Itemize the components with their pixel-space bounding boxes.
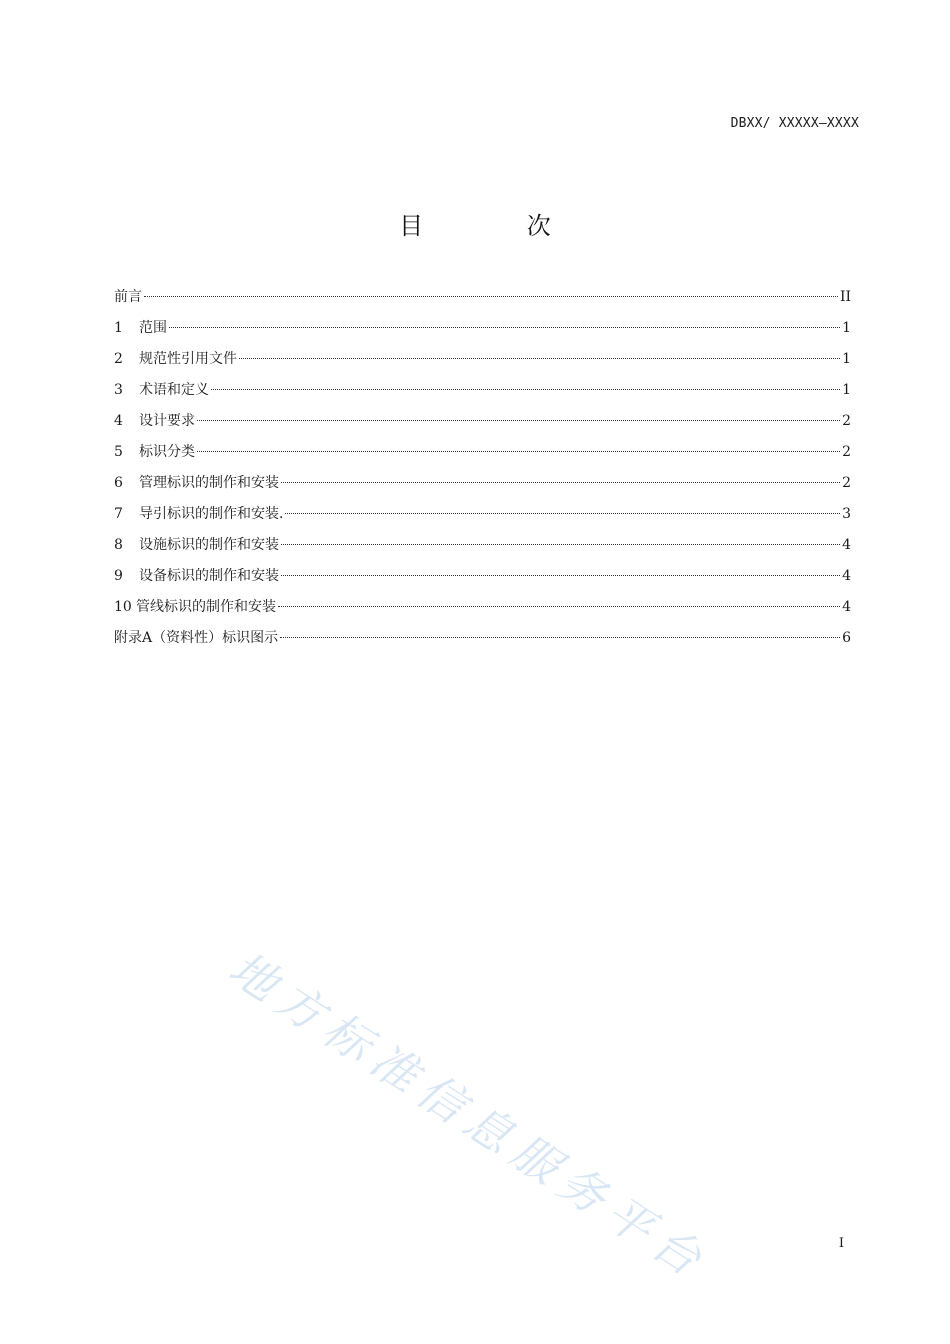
table-of-contents [114, 286, 851, 658]
toc-entry-text: 附录A（资料性）标识图示 [114, 630, 279, 646]
toc-entry-number: 1 [114, 320, 123, 336]
toc-entry-page: 2 [842, 444, 851, 460]
toc-entry-number: 5 [114, 444, 123, 460]
toc-entry-page: 6 [842, 630, 851, 646]
toc-entry-page: 3 [842, 506, 851, 522]
toc-dot-leader [197, 451, 840, 452]
toc-entry-7[interactable] [114, 503, 851, 534]
toc-entry-page: 4 [842, 537, 851, 553]
toc-title: 目 次 [399, 212, 599, 240]
toc-entry-text: 管理标识的制作和安装 [139, 475, 279, 491]
toc-entry-6[interactable] [114, 472, 851, 503]
toc-entry-1[interactable] [114, 317, 851, 348]
toc-entry-page: 2 [842, 475, 851, 491]
toc-dot-leader [144, 296, 838, 297]
toc-entry-number: 2 [114, 351, 123, 367]
toc-dot-leader [169, 327, 840, 328]
toc-entry-page: 4 [842, 599, 851, 615]
toc-entry-page: II [839, 289, 851, 305]
toc-entry-text: 术语和定义 [139, 382, 209, 398]
toc-entry-10[interactable] [114, 596, 851, 627]
toc-dot-leader [280, 637, 840, 638]
toc-entry-5[interactable] [114, 441, 851, 472]
toc-entry-text: 前言 [114, 289, 142, 305]
toc-entry-foreword[interactable] [114, 286, 851, 317]
toc-entry-number: 7 [114, 506, 123, 522]
toc-dot-leader [239, 358, 840, 359]
toc-entry-text: 范围 [139, 320, 167, 336]
toc-dot-leader [197, 420, 840, 421]
document-code: DBXX/ XXXXX—XXXX [730, 116, 859, 131]
toc-entry-number: 4 [114, 413, 123, 429]
toc-entry-text: 导引标识的制作和安装. [139, 506, 284, 522]
toc-entry-text: 设计要求 [139, 413, 195, 429]
toc-entry-page: 1 [842, 320, 851, 336]
toc-entry-text: 规范性引用文件 [139, 351, 237, 367]
toc-entry-text: 管线标识的制作和安装 [136, 599, 276, 615]
toc-entry-text: 设施标识的制作和安装 [139, 537, 279, 553]
toc-dot-leader [281, 482, 840, 483]
toc-entry-text: 标识分类 [139, 444, 195, 460]
toc-dot-leader [281, 575, 840, 576]
toc-entry-page: 2 [842, 413, 851, 429]
toc-dot-leader [211, 389, 840, 390]
toc-entry-number: 8 [114, 537, 123, 553]
toc-entry-number: 3 [114, 382, 123, 398]
toc-entry-page: 4 [842, 568, 851, 584]
toc-entry-page: 1 [842, 382, 851, 398]
toc-dot-leader [281, 544, 840, 545]
toc-entry-number: 6 [114, 475, 123, 491]
toc-entry-9[interactable] [114, 565, 851, 596]
toc-entry-2[interactable] [114, 348, 851, 379]
toc-dot-leader [285, 513, 840, 514]
toc-entry-4[interactable] [114, 410, 851, 441]
toc-entry-number: 10 [114, 599, 132, 615]
watermark: 地方标准信息服务平台 [219, 940, 719, 1292]
toc-entry-number: 9 [114, 568, 123, 584]
toc-entry-3[interactable] [114, 379, 851, 410]
toc-entry-8[interactable] [114, 534, 851, 565]
toc-entry-text: 设备标识的制作和安装 [139, 568, 279, 584]
toc-entry-page: 1 [842, 351, 851, 367]
toc-dot-leader [278, 606, 840, 607]
page-number: I [838, 1236, 844, 1251]
toc-entry-appendix-a[interactable] [114, 627, 851, 658]
